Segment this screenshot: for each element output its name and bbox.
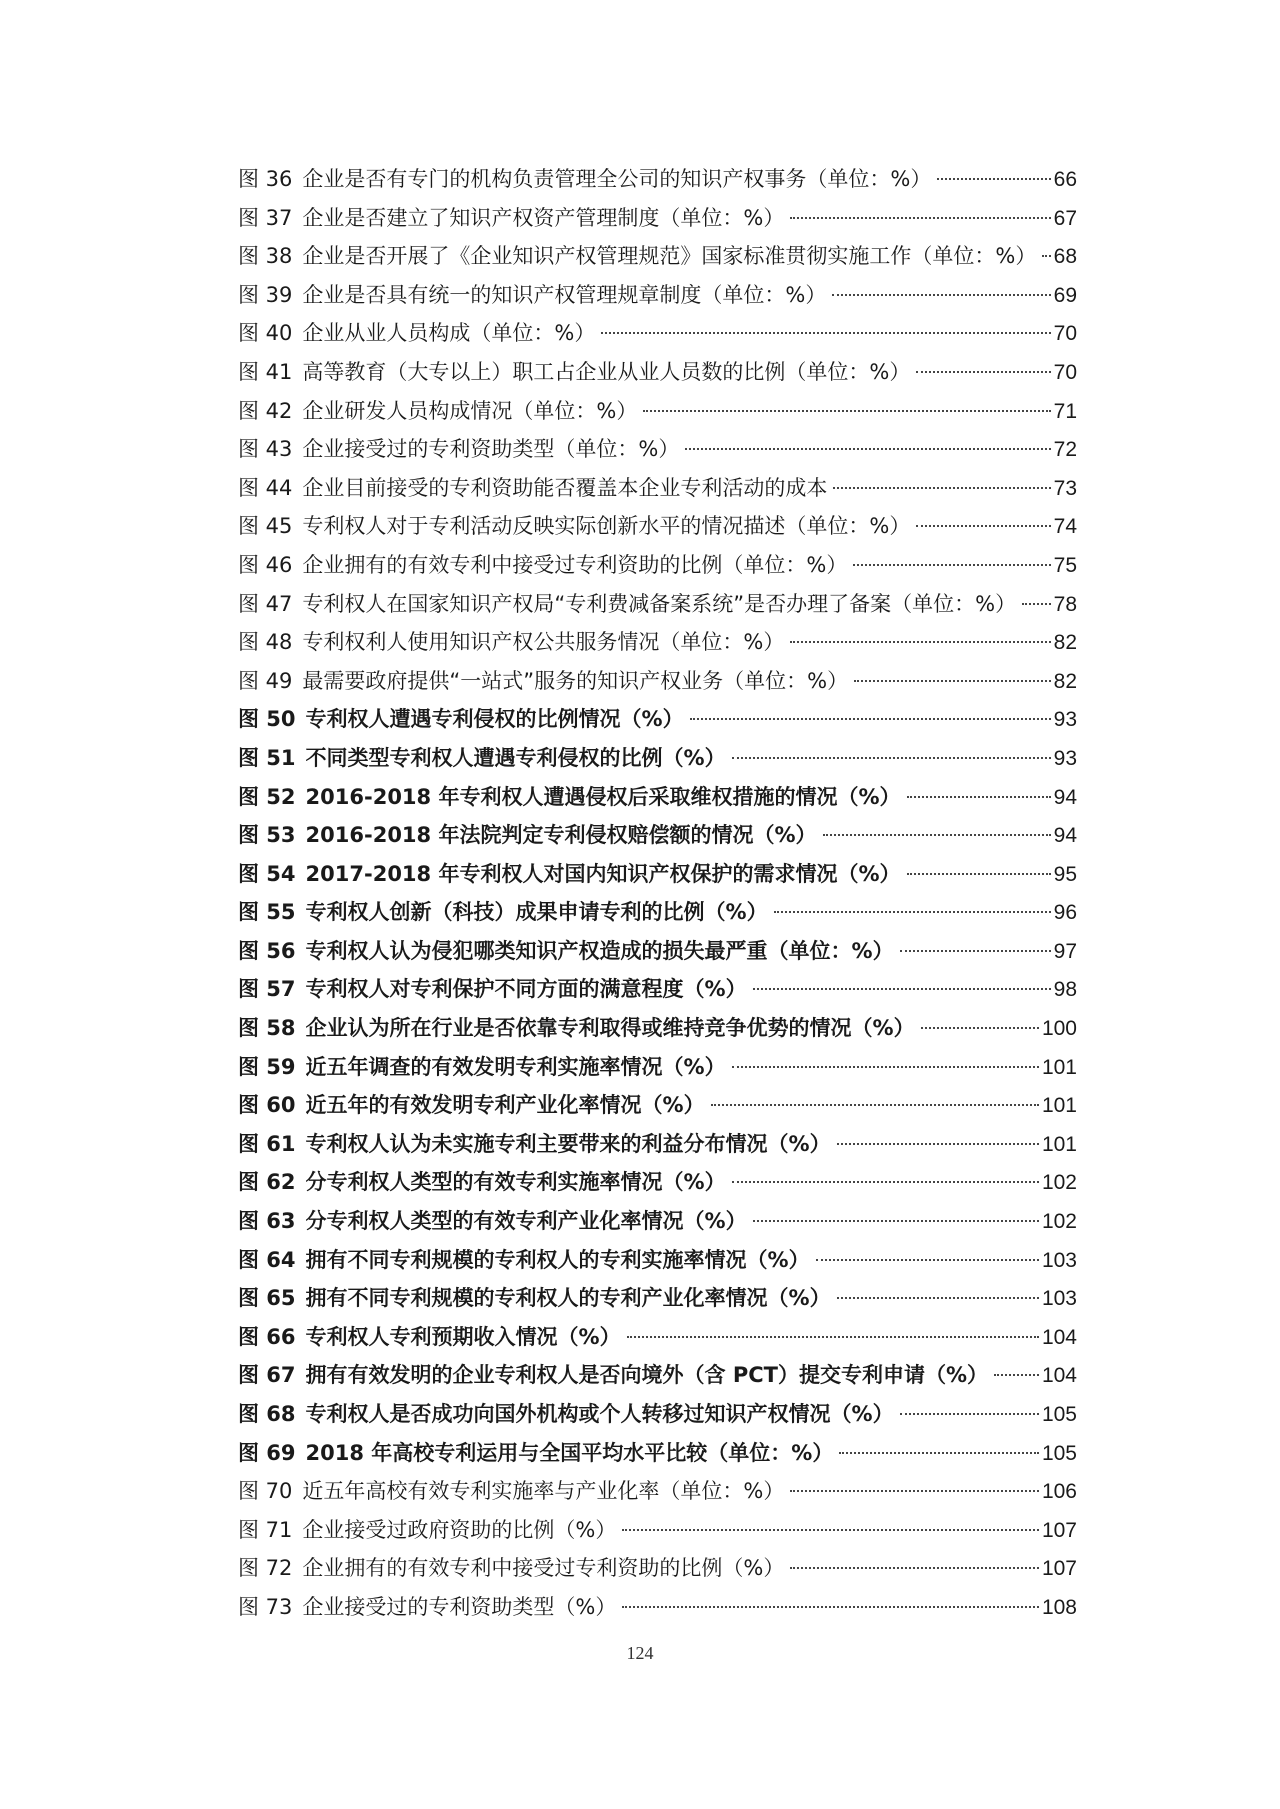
dot-leader: [916, 525, 1050, 527]
dot-leader: [907, 796, 1051, 798]
figure-number: 图 62: [238, 1170, 296, 1195]
dot-leader: [833, 487, 1050, 489]
figure-number: 图 59: [238, 1054, 296, 1079]
figure-title: 2018 年高校专利运用与全国平均水平比较（单位：%）: [305, 1440, 834, 1465]
figure-title: 企业拥有的有效专利中接受过专利资助的比例（单位：%）: [302, 552, 848, 577]
figure-title: 近五年的有效发明专利产业化率情况（%）: [305, 1093, 705, 1118]
toc-entry[interactable]: [238, 1279, 1077, 1318]
figure-title: 拥有有效发明的企业专利权人是否向境外（含 PCT）提交专利申请（%）: [305, 1363, 989, 1388]
figure-number: 图 69: [238, 1440, 296, 1465]
figure-number: 图 67: [238, 1363, 296, 1388]
dot-leader: [816, 1259, 1039, 1261]
toc-entry[interactable]: [238, 1395, 1077, 1434]
figure-title: 2016-2018 年专利权人遭遇侵权后采取维权措施的情况（%）: [305, 784, 901, 809]
figure-page-number: 74: [1053, 515, 1077, 539]
toc-entry[interactable]: [238, 932, 1077, 971]
figure-page-number: 69: [1053, 283, 1077, 307]
figure-page-number: 93: [1053, 708, 1077, 732]
figure-page-number: 97: [1053, 939, 1077, 963]
figure-number: 图 51: [238, 745, 296, 770]
dot-leader: [690, 718, 1051, 720]
dot-leader: [732, 1066, 1039, 1068]
figure-number: 图 44: [238, 475, 293, 500]
figure-page-number: 72: [1053, 438, 1077, 462]
figure-number: 图 60: [238, 1093, 296, 1118]
figure-title: 企业认为所在行业是否依靠专利取得或维持竞争优势的情况（%）: [305, 1016, 915, 1041]
figure-number: 图 45: [238, 514, 293, 539]
dot-leader: [627, 1336, 1039, 1338]
figure-number: 图 58: [238, 1016, 296, 1041]
toc-entry[interactable]: [238, 353, 1077, 392]
dot-leader: [1022, 603, 1051, 605]
figure-number: 图 70: [238, 1479, 293, 1504]
figure-number: 图 49: [238, 668, 293, 693]
page-number: 124: [626, 1643, 654, 1663]
figure-page-number: 101: [1041, 1055, 1077, 1079]
figure-number: 图 64: [238, 1247, 296, 1272]
figure-page-number: 103: [1041, 1287, 1077, 1311]
dot-leader: [937, 178, 1050, 180]
dot-leader: [732, 757, 1051, 759]
toc-entry[interactable]: [238, 469, 1077, 508]
figure-page-number: 82: [1053, 669, 1077, 693]
figure-page-number: 70: [1053, 360, 1077, 384]
figure-title: 近五年调查的有效发明专利实施率情况（%）: [305, 1054, 726, 1079]
toc-entry[interactable]: [238, 507, 1077, 546]
figure-page-number: 96: [1053, 901, 1077, 925]
figure-page-number: 102: [1041, 1171, 1077, 1195]
dot-leader: [790, 1490, 1039, 1492]
figure-title: 高等教育（大专以上）职工占企业从业人员数的比例（单位：%）: [302, 359, 911, 384]
figure-number: 图 47: [238, 591, 293, 616]
toc-entry[interactable]: [238, 893, 1077, 932]
toc-entry[interactable]: [238, 1549, 1077, 1588]
figure-title: 企业研发人员构成情况（单位：%）: [302, 398, 638, 423]
toc-entry[interactable]: [238, 855, 1077, 894]
toc-entry[interactable]: [238, 1048, 1077, 1087]
figure-page-number: 78: [1053, 592, 1077, 616]
figure-number: 图 71: [238, 1517, 293, 1542]
figure-title: 专利权人是否成功向国外机构或个人转移过知识产权情况（%）: [305, 1402, 894, 1426]
toc-entry[interactable]: [238, 1202, 1077, 1241]
dot-leader: [601, 332, 1050, 334]
figure-number: 图 56: [238, 938, 296, 963]
figure-number: 图 37: [238, 205, 293, 230]
toc-entry[interactable]: [238, 314, 1077, 353]
figure-number: 图 72: [238, 1556, 293, 1581]
figure-title: 企业接受过政府资助的比例（%）: [302, 1517, 617, 1542]
toc-entry[interactable]: [238, 816, 1077, 855]
dot-leader: [790, 217, 1050, 219]
dot-leader: [837, 1143, 1039, 1145]
toc-entry[interactable]: [238, 160, 1077, 199]
figure-page-number: 105: [1041, 1403, 1077, 1426]
toc-entry[interactable]: [238, 1086, 1077, 1125]
figure-number: 图 61: [238, 1131, 296, 1156]
figure-title: 分专利权人类型的有效专利实施率情况（%）: [305, 1170, 726, 1195]
figure-page-number: 102: [1041, 1210, 1077, 1234]
toc-entry[interactable]: [238, 585, 1077, 624]
figure-title: 企业从业人员构成（单位：%）: [302, 321, 596, 346]
dot-leader: [823, 834, 1051, 836]
figure-title: 最需要政府提供“一站式”服务的知识产权业务（单位：%）: [302, 668, 849, 693]
toc-entry[interactable]: [238, 1588, 1077, 1627]
figure-title: 企业接受过的专利资助类型（%）: [302, 1594, 617, 1619]
figure-page-number: 100: [1041, 1017, 1077, 1041]
figure-title: 2017-2018 年专利权人对国内知识产权保护的需求情况（%）: [305, 861, 901, 886]
figure-number: 图 46: [238, 552, 293, 577]
figure-title: 专利权人在国家知识产权局“专利费减备案系统”是否办理了备案（单位：%）: [302, 591, 1017, 616]
toc-entry[interactable]: [238, 1511, 1077, 1550]
figure-page-number: 93: [1053, 746, 1077, 770]
figure-title: 专利权人对专利保护不同方面的满意程度（%）: [305, 977, 747, 1002]
figure-number: 图 73: [238, 1594, 293, 1619]
toc-entry[interactable]: [238, 778, 1077, 817]
figure-page-number: 66: [1053, 168, 1077, 191]
dot-leader: [837, 1297, 1039, 1299]
figure-page-number: 95: [1053, 862, 1077, 886]
figure-number: 图 63: [238, 1209, 296, 1234]
figure-number: 图 40: [238, 321, 293, 346]
dot-leader: [622, 1606, 1039, 1608]
figure-title: 企业是否开展了《企业知识产权管理规范》国家标准贯彻实施工作（单位：%）: [302, 244, 1037, 269]
figure-page-number: 75: [1053, 553, 1077, 577]
dot-leader: [643, 410, 1050, 412]
figure-number: 图 52: [238, 784, 296, 809]
figure-page-number: 105: [1041, 1441, 1077, 1465]
toc-entry[interactable]: [238, 199, 1077, 238]
figure-number: 图 53: [238, 823, 296, 848]
figure-number: 图 38: [238, 244, 293, 269]
figure-page-number: 104: [1041, 1364, 1077, 1388]
figure-page-number: 94: [1053, 824, 1077, 848]
dot-leader: [1042, 255, 1050, 257]
figure-number: 图 68: [238, 1402, 296, 1426]
figure-number: 图 36: [238, 167, 293, 191]
toc-entry[interactable]: [238, 1125, 1077, 1164]
toc-entry[interactable]: [238, 970, 1077, 1009]
figure-page-number: 98: [1053, 978, 1077, 1002]
figure-number: 图 43: [238, 437, 293, 462]
figure-page-number: 107: [1041, 1518, 1077, 1542]
figure-number: 图 48: [238, 630, 293, 655]
dot-leader: [916, 371, 1050, 373]
toc-entry[interactable]: [238, 739, 1077, 778]
figure-page-number: 107: [1041, 1557, 1077, 1581]
toc-entry[interactable]: [238, 392, 1077, 431]
figure-title: 专利权人遭遇专利侵权的比例情况（%）: [305, 707, 684, 732]
dot-leader: [753, 988, 1051, 990]
toc-entry[interactable]: [238, 276, 1077, 315]
dot-leader: [685, 448, 1050, 450]
figure-title: 专利权利人使用知识产权公共服务情况（单位：%）: [302, 630, 785, 655]
figure-title: 企业是否建立了知识产权资产管理制度（单位：%）: [302, 205, 785, 230]
toc-entry[interactable]: [238, 1163, 1077, 1202]
dot-leader: [832, 294, 1050, 296]
dot-leader: [994, 1374, 1039, 1376]
dot-leader: [732, 1181, 1039, 1183]
list-of-figures: [238, 160, 1077, 1627]
toc-entry[interactable]: [238, 700, 1077, 739]
figure-title: 企业目前接受的专利资助能否覆盖本企业专利活动的成本: [302, 475, 828, 500]
dot-leader: [900, 950, 1051, 952]
figure-page-number: 103: [1041, 1248, 1077, 1272]
figure-page-number: 104: [1041, 1325, 1077, 1349]
dot-leader: [622, 1529, 1039, 1531]
figure-page-number: 73: [1053, 476, 1077, 500]
toc-entry[interactable]: [238, 662, 1077, 701]
toc-entry[interactable]: [238, 1434, 1077, 1473]
figure-title: 专利权人认为侵犯哪类知识产权造成的损失最严重（单位：%）: [305, 938, 894, 963]
dot-leader: [839, 1452, 1039, 1454]
figure-page-number: 106: [1041, 1480, 1077, 1504]
figure-title: 专利权人认为未实施专利主要带来的利益分布情况（%）: [305, 1131, 831, 1156]
figure-number: 图 55: [238, 900, 296, 925]
figure-page-number: 67: [1053, 206, 1077, 230]
figure-title: 企业是否具有统一的知识产权管理规章制度（单位：%）: [302, 282, 827, 307]
figure-number: 图 54: [238, 861, 296, 886]
figure-title: 拥有不同专利规模的专利权人的专利实施率情况（%）: [305, 1247, 810, 1272]
figure-title: 专利权人创新（科技）成果申请专利的比例（%）: [305, 900, 768, 925]
toc-entry[interactable]: [238, 237, 1077, 276]
figure-title: 分专利权人类型的有效专利产业化率情况（%）: [305, 1209, 747, 1234]
toc-entry[interactable]: [238, 546, 1077, 585]
figure-page-number: 68: [1053, 245, 1077, 269]
figure-title: 专利权人专利预期收入情况（%）: [305, 1324, 621, 1349]
figure-page-number: 108: [1041, 1595, 1077, 1619]
toc-entry[interactable]: [238, 1241, 1077, 1280]
dot-leader: [774, 911, 1051, 913]
figure-page-number: 94: [1053, 785, 1077, 809]
dot-leader: [853, 564, 1050, 566]
dot-leader: [921, 1027, 1039, 1029]
figure-number: 图 50: [238, 707, 296, 732]
figure-title: 不同类型专利权人遭遇专利侵权的比例（%）: [305, 745, 726, 770]
figure-number: 图 39: [238, 282, 293, 307]
figure-page-number: 101: [1041, 1132, 1077, 1156]
dot-leader: [854, 680, 1051, 682]
figure-page-number: 101: [1041, 1094, 1077, 1118]
figure-number: 图 66: [238, 1324, 296, 1349]
dot-leader: [907, 873, 1051, 875]
dot-leader: [753, 1220, 1039, 1222]
figure-title: 企业拥有的有效专利中接受过专利资助的比例（%）: [302, 1556, 785, 1581]
toc-entry[interactable]: [238, 1318, 1077, 1357]
figure-number: 图 57: [238, 977, 296, 1002]
toc-entry[interactable]: [238, 1356, 1077, 1395]
dot-leader: [900, 1413, 1039, 1415]
figure-title: 近五年高校有效专利实施率与产业化率（单位：%）: [302, 1479, 785, 1504]
figure-page-number: 70: [1053, 322, 1077, 346]
figure-number: 图 42: [238, 398, 293, 423]
dot-leader: [790, 1567, 1039, 1569]
figure-title: 拥有不同专利规模的专利权人的专利产业化率情况（%）: [305, 1286, 831, 1311]
figure-title: 2016-2018 年法院判定专利侵权赔偿额的情况（%）: [305, 823, 817, 848]
toc-entry[interactable]: [238, 623, 1077, 662]
figure-page-number: 71: [1053, 399, 1077, 423]
dot-leader: [711, 1104, 1039, 1106]
figure-page-number: 82: [1053, 631, 1077, 655]
toc-entry[interactable]: [238, 1009, 1077, 1048]
figure-title: 企业接受过的专利资助类型（单位：%）: [302, 437, 680, 462]
figure-number: 图 41: [238, 359, 293, 384]
toc-entry[interactable]: [238, 1472, 1077, 1511]
figure-number: 图 65: [238, 1286, 296, 1311]
dot-leader: [790, 641, 1050, 643]
figure-title: 企业是否有专门的机构负责管理全公司的知识产权事务（单位：%）: [302, 167, 932, 191]
figure-title: 专利权人对于专利活动反映实际创新水平的情况描述（单位：%）: [302, 514, 911, 539]
toc-entry[interactable]: [238, 430, 1077, 469]
